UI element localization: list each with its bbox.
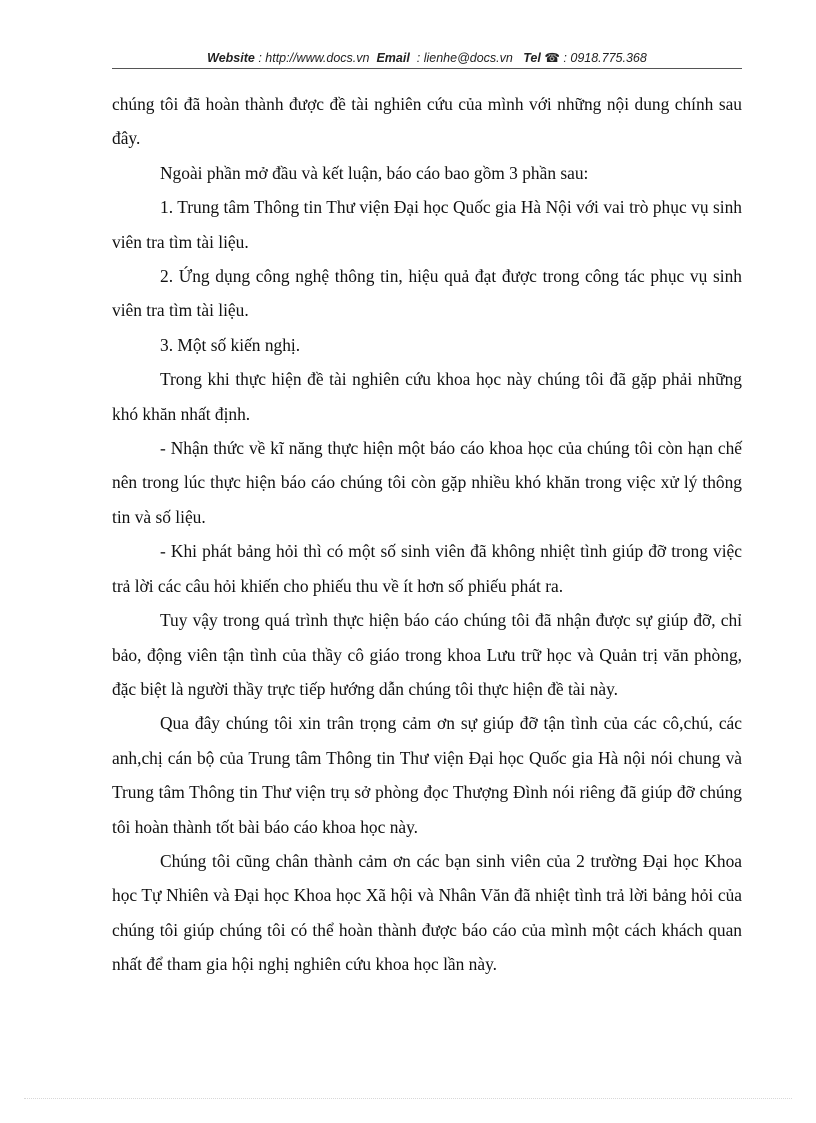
website-label: Website [207, 51, 255, 65]
footer-divider [24, 1098, 792, 1099]
paragraph-difficulties: Trong khi thực hiện đề tài nghiên cứu khoa học này chúng tôi đã gặp phải những khó khăn nhất định. [112, 369, 742, 424]
paragraph-part-3: 3. Một số kiến nghị. [160, 334, 301, 355]
paragraph-continuation: chúng tôi đã hoàn thành được đề tài nghiên cứu của mình với những nội dung chính sau đây. [112, 94, 742, 149]
document-body [112, 87, 742, 982]
email-address[interactable]: : lienhe@docs.vn [416, 51, 513, 65]
paragraph-difficulty-2: - Khi phát bảng hỏi thì có một số sinh viên đã không nhiệt tình giúp đỡ trong việc trả lời các câu hỏi khiến cho phiếu thu về ít hơn số phiếu phát ra. [112, 541, 742, 596]
header-divider [112, 68, 742, 69]
paragraph-report-structure: Ngoài phần mở đầu và kết luận, báo cáo bao gồm 3 phần sau: [160, 162, 589, 183]
paragraph-part-1: 1. Trung tâm Thông tin Thư viện Đại học Quốc gia Hà Nội với vai trò phục vụ sinh viên tra tìm tài liệu. [112, 197, 742, 252]
website-url[interactable]: : http://www.docs.vn [258, 51, 370, 65]
paragraph-part-2: 2. Ứng dụng công nghệ thông tin, hiệu quả đạt được trong công tác phục vụ sinh viên tra tìm tài liệu. [112, 266, 742, 321]
tel-number: : 0918.775.368 [563, 51, 647, 65]
paragraph-thanks-staff: Qua đây chúng tôi xin trân trọng cảm ơn sự giúp đỡ tận tình của các cô,chú, các anh,chị cán bộ của Trung tâm Thông tin Thư viện Đại học Quốc gia Hà nội nói chung và Trung tâm Thông tin Thư viện trụ sở phòng đọc Thượng Đình nói riêng đã giúp đỡ chúng tôi hoàn thành tốt bài báo cáo khoa học này. [112, 713, 742, 837]
phone-icon: ☎ [544, 51, 560, 65]
email-label: Email [376, 51, 410, 65]
paragraph-support: Tuy vậy trong quá trình thực hiện báo cáo chúng tôi đã nhận được sự giúp đỡ, chỉ bảo, động viên tận tình của thầy cô giáo trong khoa Lưu trữ học và Quản trị văn phòng, đặc biệt là người thầy trực tiếp hướng dẫn chúng tôi thực hiện đề tài này. [112, 610, 742, 699]
tel-label: Tel [523, 51, 541, 65]
page-header [112, 50, 742, 65]
paragraph-thanks-students: Chúng tôi cũng chân thành cảm ơn các bạn sinh viên của 2 trường Đại học Khoa học Tự Nhiên và Đại học Khoa học Xã hội và Nhân Văn đã nhiệt tình trả lời bảng hỏi của chúng tôi giúp chúng tôi có thể hoàn thành được báo cáo của mình một cách khách quan nhất để tham gia hội nghị nghiên cứu khoa học lần này. [112, 850, 742, 975]
paragraph-difficulty-1: - Nhận thức về kĩ năng thực hiện một báo cáo khoa học của chúng tôi còn hạn chế nên trong lúc thực hiện báo cáo chúng tôi còn gặp nhiều khó khăn trong việc xử lý thông tin và số liệu. [112, 438, 742, 527]
